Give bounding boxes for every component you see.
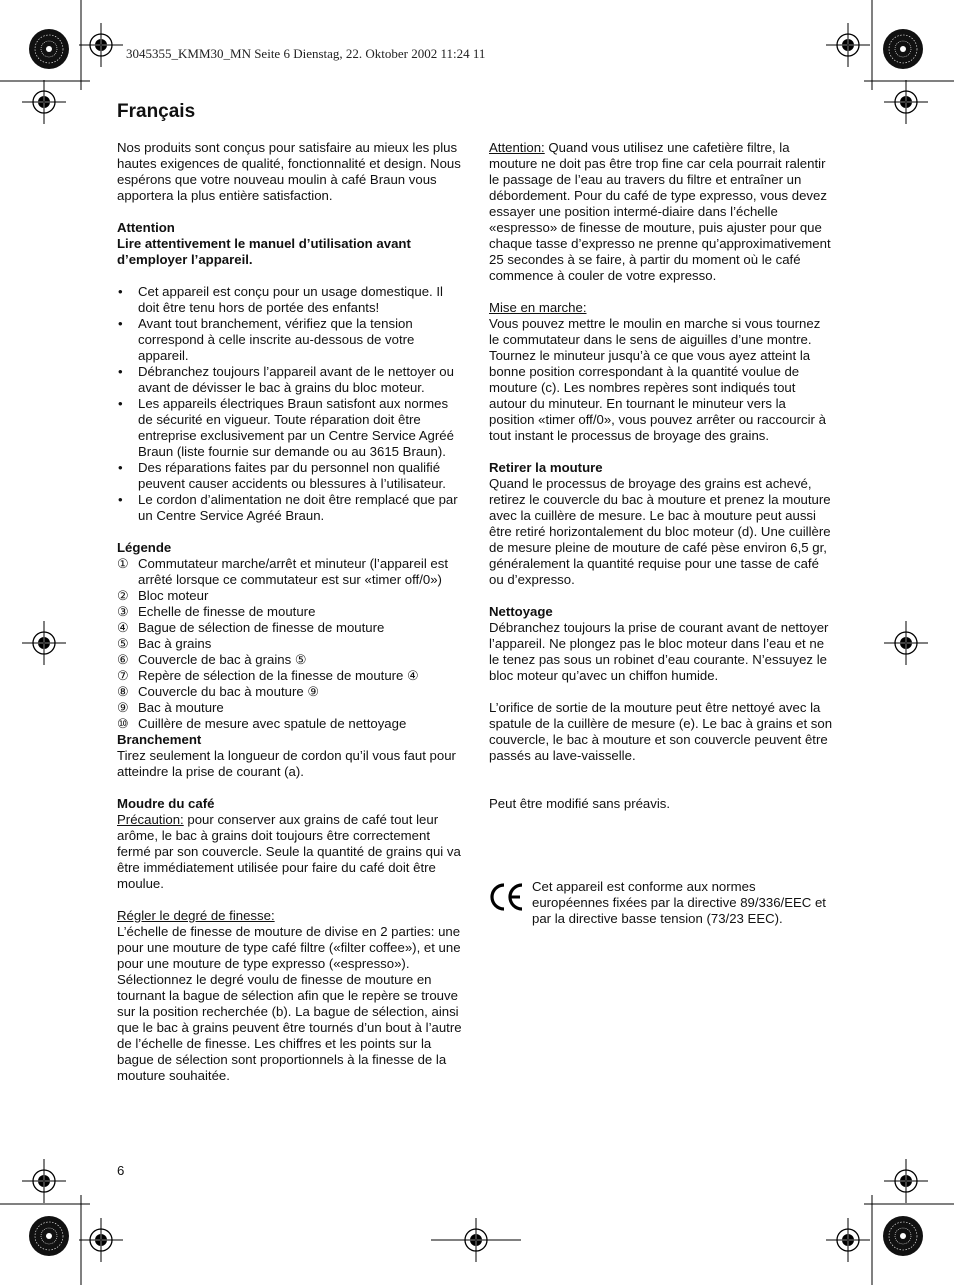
legend-heading: Légende bbox=[117, 540, 172, 555]
nettoyage-text-1: Débranchez toujours la prise de courant avant de nettoyer l’appareil. Ne plongez pas le bloc moteur dans l’eau et ne le tenez pas sous un robinet d’eau courante. N’essuyez le bloc moteur qu’avec un chiffon humide. bbox=[489, 620, 829, 683]
retirer-heading: Retirer la mouture bbox=[489, 460, 603, 475]
legend-item: ② Bloc moteur bbox=[117, 588, 209, 603]
list-item: • Cet appareil est conçu pour un usage domestique. Il doit être tenu hors de portée des enfants! bbox=[117, 284, 463, 316]
list-item: • Débranchez toujours l’appareil avant de le nettoyer ou avant de dévisser le bac à grains du bloc moteur. bbox=[117, 364, 463, 396]
regler-text: L’échelle de finesse de mouture de divise en 2 parties: une pour une mouture de type café filtre («filter coffee»), et une pour une mouture de type expresso («espresso»). Sélectionnez le degré voulu de finesse de mouture en tournant la bague de sélection afin que le repère se trouve sur la position recherchée (b). La bague de sélection, ainsi que le bac à grains peuvent être tournés d’un bout à l’autre de l’échelle de finesse. Les chiffres et les points sur la bague de sélection sont proportionnels à la finesse de la mouture souhaitée. bbox=[117, 924, 462, 1083]
branchement-heading: Branchement bbox=[117, 732, 202, 747]
list-item: • Le cordon d’alimentation ne doit être remplacé que par un Centre Service Agréé Braun. bbox=[117, 492, 463, 524]
legend-item: ⑦ Repère de sélection de la finesse de mouture ④ bbox=[117, 668, 419, 683]
legend-list bbox=[117, 556, 463, 732]
ce-conformity-text: Cet appareil est conforme aux normes européennes fixées par la directive 89/336/EEC et par la directive basse tension (73/23 EEC). bbox=[532, 879, 826, 926]
intro-paragraph: Nos produits sont conçus pour satisfaire au mieux les plus hautes exigences de qualité, fonctionnalité et design. Nous espérons que votre nouveau moulin à café Braun vous apportera la plus entière satisfaction. bbox=[117, 140, 461, 203]
attention-heading: Attention bbox=[117, 220, 175, 235]
legend-item: ① Commutateur marche/arrêt et minuteur (l’appareil est arrêté lorsque ce commutateur est sur «timer off/0») bbox=[117, 556, 449, 587]
print-header: 3045355_KMM30_MN Seite 6 Dienstag, 22. Oktober 2002 11:24 11 bbox=[126, 46, 486, 61]
branchement-text: Tirez seulement la longueur de cordon qu’il vous faut pour atteindre la prise de courant (a). bbox=[117, 748, 456, 779]
moudre-heading: Moudre du café bbox=[117, 796, 215, 811]
nettoyage-heading: Nettoyage bbox=[489, 604, 553, 619]
nettoyage-text-2: L’orifice de sortie de la mouture peut être nettoyé avec la spatule de la cuillère de mesure (e). Le bac à grains et son couvercle, le bac à mouture et son couvercle peuvent être passés au lave-vaisselle. bbox=[489, 700, 833, 763]
legend-item: ⑩ Cuillère de mesure avec spatule de nettoyage bbox=[117, 716, 407, 731]
right-column bbox=[489, 140, 834, 828]
legend-item: ③ Echelle de finesse de mouture bbox=[117, 604, 316, 619]
mise-text: Vous pouvez mettre le moulin en marche si vous tournez le commutateur dans le sens de aiguilles d’une montre. Tournez le minuteur jusqu’à ce que vous ayez atteint la bonne position correspondant à la quantité voulue de mouture (c). Les nombres repères sont indiqués tout autour du minuteur. En tournant le minuteur vers la position «timer off/0», vous pouvez arrêter ou raccourcir à tout instant le processus de broyage des grains. bbox=[489, 316, 826, 443]
page-title: Français bbox=[117, 101, 196, 122]
list-item: • Avant tout branchement, vérifiez que la tension correspond à celle inscrite au-dessous de votre appareil. bbox=[117, 316, 463, 364]
legend-item: ⑥ Couvercle de bac à grains ⑤ bbox=[117, 652, 307, 667]
safety-list bbox=[117, 284, 463, 524]
regler-heading: Régler le degré de finesse: bbox=[117, 908, 275, 923]
retirer-text: Quand le processus de broyage des grains est achevé, retirez le couvercle du bac à mouture et prenez la mouture avec la cuillère de mesure. Le bac à mouture peut aussi être retiré horizontalement du bloc moteur (d). Une cuillère de mesure pleine de mouture de café pèse environ 6,5 gr, généralement la quantité requise pour une tasse de café ou d’expresso. bbox=[489, 476, 831, 587]
legend-item: ④ Bague de sélection de finesse de mouture bbox=[117, 620, 385, 635]
list-item: • Les appareils électriques Braun satisfont aux normes de sécurité en vigueur. Toute réparation doit être entreprise exclusivement par un Centre Service Agréé Braun (liste fournie sur demande ou au 3615 Braun). bbox=[117, 396, 463, 460]
page-number: 6 bbox=[117, 1163, 125, 1178]
mise-heading: Mise en marche: bbox=[489, 300, 587, 315]
attention-text: Lire attentivement le manuel d’utilisation avant d’employer l’appareil. bbox=[117, 236, 411, 267]
list-item: • Des réparations faites par du personnel non qualifié peuvent causer accidents ou blessures à l’utilisateur. bbox=[117, 460, 463, 492]
legend-item: ⑧ Couvercle du bac à mouture ⑨ bbox=[117, 684, 320, 699]
legend-item: ⑤ Bac à grains bbox=[117, 636, 212, 651]
legend-item: ⑨ Bac à mouture bbox=[117, 700, 224, 715]
precaution-paragraph: Précaution: pour conserver aux grains de café tout leur arôme, le bac à grains doit toujours être correctement fermé par son couvercle. Seule la quantité de grains qui va être immédiatement utilisée pour faire du café doit être moulue. bbox=[117, 812, 461, 891]
modifie-note: Peut être modifié sans préavis. bbox=[489, 796, 671, 811]
left-column bbox=[117, 140, 463, 1100]
attention-filter-paragraph: Attention: Quand vous utilisez une cafetière filtre, la mouture ne doit pas être trop fine car cela pourrait ralentir le passage de l’eau au travers du filtre et entraîner un débordement. Pour du café de type expresso, vous devez essayer une position intermé-diaire dans l’échelle «espresso» de finesse de mouture, puis ajuster pour que chaque tasse d’expresso ne prenne qu’approximativement 25 secondes à se faire, à partir du moment où le café commence à couler de votre expresso. bbox=[489, 140, 831, 283]
ce-mark-icon bbox=[489, 882, 525, 912]
